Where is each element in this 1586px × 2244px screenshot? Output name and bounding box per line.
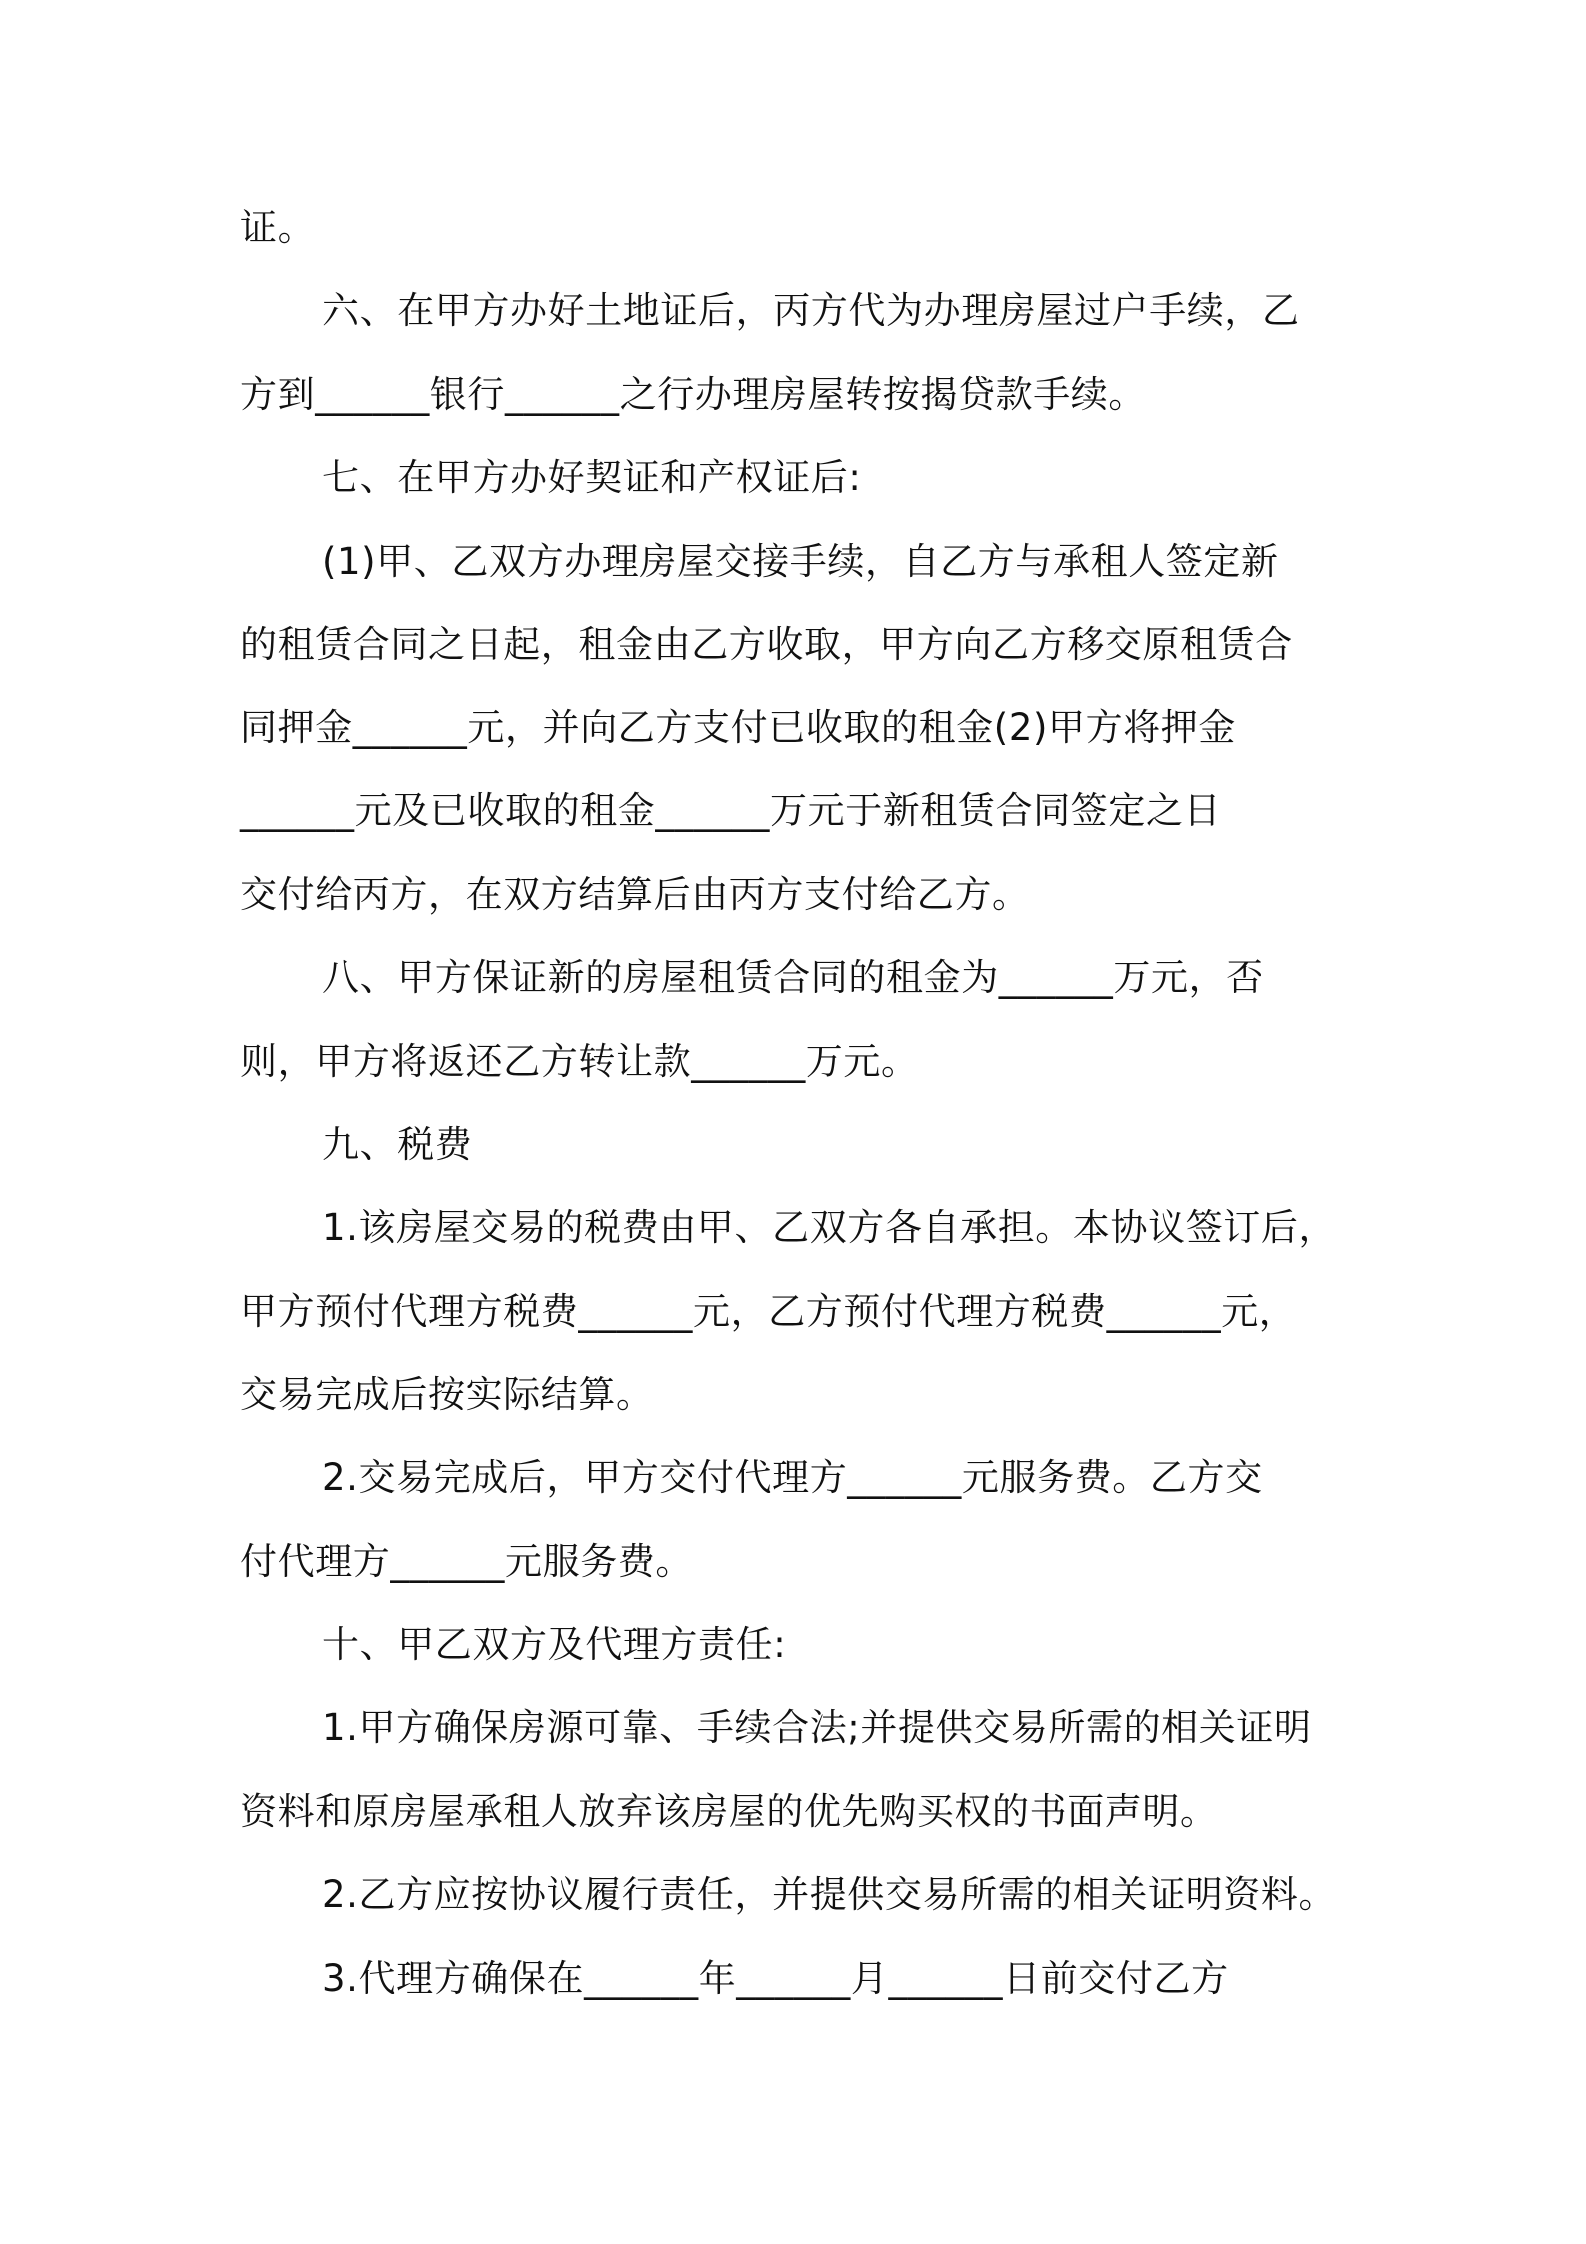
text-line: 证。	[240, 206, 316, 249]
section-heading: 九、税费	[322, 1123, 473, 1166]
text-line: 付代理方______元服务费。	[240, 1540, 693, 1583]
text-line: 同押金______元，并向乙方支付已收取的租金(2)甲方将押金	[240, 706, 1237, 749]
text-line: 交易完成后按实际结算。	[240, 1373, 654, 1416]
text-line: 交付给丙方，在双方结算后由丙方支付给乙方。	[240, 873, 1030, 916]
text-line: 七、在甲方办好契证和产权证后:	[322, 456, 862, 499]
text-line: 八、甲方保证新的房屋租赁合同的租金为______万元，否	[322, 956, 1264, 999]
text-line: 甲方预付代理方税费______元，乙方预付代理方税费______元，	[240, 1290, 1297, 1333]
text-line: 1.甲方确保房源可靠、手续合法;并提供交易所需的相关证明	[322, 1706, 1312, 1749]
text-line: 3.代理方确保在______年______月______日前交付乙方	[322, 1957, 1229, 2000]
text-line: 2.乙方应按协议履行责任，并提供交易所需的相关证明资料。	[322, 1873, 1337, 1916]
text-line: 1.该房屋交易的税费由甲、乙双方各自承担。本协议签订后，	[322, 1206, 1337, 1249]
text-line: (1)甲、乙双方办理房屋交接手续，自乙方与承租人签定新	[322, 540, 1279, 583]
text-line: 的租赁合同之日起，租金由乙方收取，甲方向乙方移交原租赁合	[240, 623, 1293, 666]
section-heading: 十、甲乙双方及代理方责任:	[322, 1623, 787, 1666]
text-line: 六、在甲方办好土地证后，丙方代为办理房屋过户手续，乙	[322, 289, 1300, 332]
text-line: 则，甲方将返还乙方转让款______万元。	[240, 1040, 919, 1083]
text-line: 方到______银行______之行办理房屋转按揭贷款手续。	[240, 373, 1146, 416]
text-line: ______元及已收取的租金______万元于新租赁合同签定之日	[240, 789, 1222, 832]
text-line: 资料和原房屋承租人放弃该房屋的优先购买权的书面声明。	[240, 1790, 1218, 1833]
text-line: 2.交易完成后，甲方交付代理方______元服务费。乙方交	[322, 1456, 1263, 1499]
